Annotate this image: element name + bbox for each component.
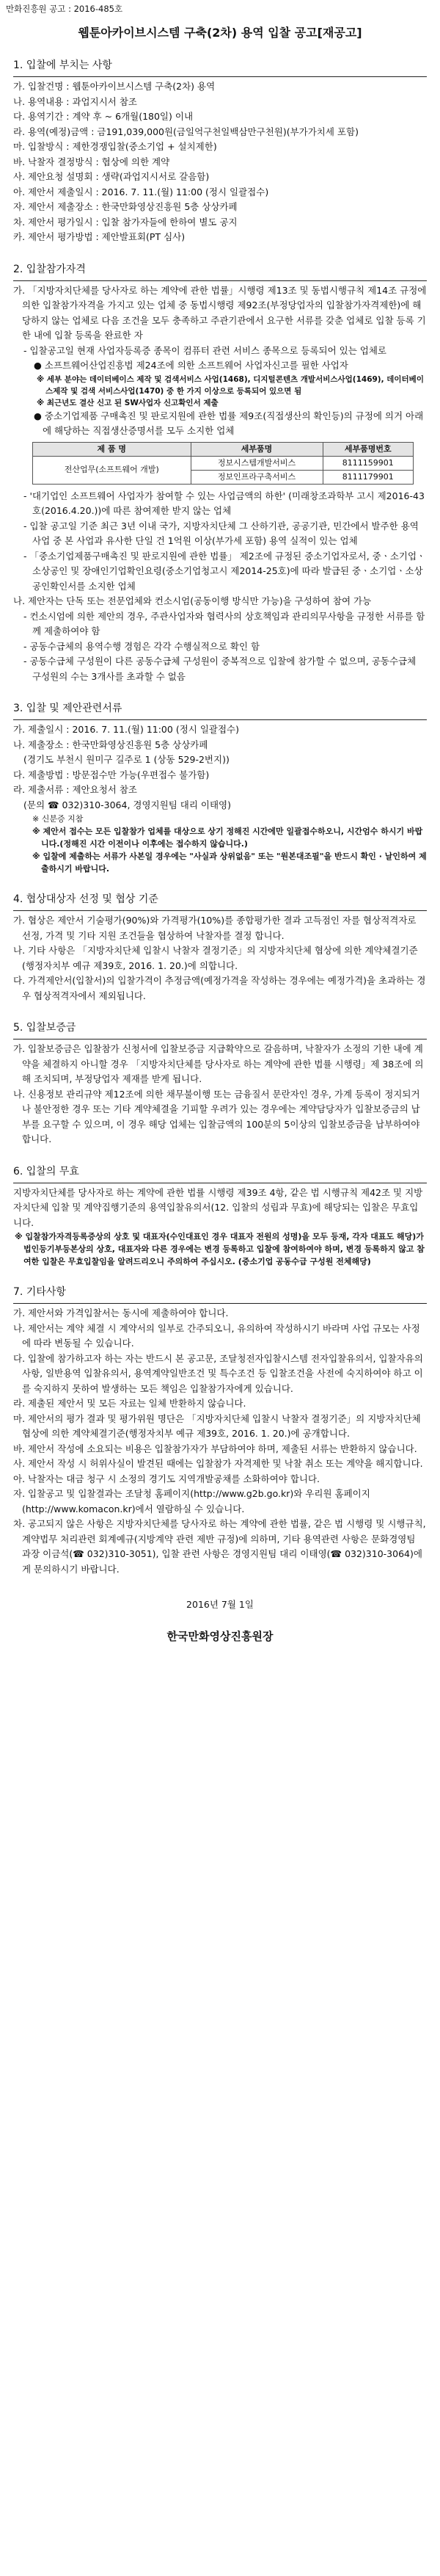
list-item: 나. 용역내용 : 과업지시서 참조 xyxy=(13,95,137,107)
note-text: ※ 신분증 지참 xyxy=(32,814,84,824)
table-header-row xyxy=(33,442,414,456)
list-item: 사. 제안요청 설명회 : 생략(과업지시서로 갈음함) xyxy=(13,171,210,182)
note-text: ※ 입찰에 제출하는 서류가 사본일 경우에는 "사실과 상위없음" 또는 "원본대조필"을 반드시 확인 · 날인하여 제출하시기 바랍니다. xyxy=(32,852,427,874)
table-header: 제 품 명 xyxy=(33,442,191,456)
list-item: 가. 입찰건명 : 웹툰아카이브시스템 구축(2차) 용역 xyxy=(13,81,216,92)
list-item: 가. 협상은 제안서 기술평가(90%)와 가격평가(10%)를 종합평가한 결과 고득점인 자를 협상적격자로 선정, 가격 및 기타 지원 조건들을 협상하여 낙찰자를 결정 합니다. xyxy=(13,915,417,941)
table-cell: 8111159901 xyxy=(323,456,413,470)
list-item: 자. 입찰공고 및 입찰결과는 조달청 홈페이지(http://www.g2b.go.kr)와 우리원 홈페이지(http://www.komacon.kr)에서 열람하실 수 있습니다. xyxy=(13,1488,370,1514)
note-text: ※ 최근년도 결산 신고 된 SW사업자 신고확인서 제출 xyxy=(37,398,219,407)
list-item: 다. 입찰에 참가하고자 하는 자는 반드시 본 공고문, 조달청전자입찰시스템 전자입찰유의서, 입찰자유의사항, 일반용역 입찰유의서, 용역계약일반조건 및 특수조건 등 입찰조건을 사전에 숙지하여야 하고 이를 숙지하지 못하여 발생하는 모든 책임은 입찰참가자에게 있습니다. xyxy=(13,1352,423,1394)
list-item: 차. 공고되지 않은 사항은 지방자치단체를 당사자로 하는 계약에 관한 법률, 같은 법 시행령 및 시행규칙, 계약법무 처리관련 회계예규(지방계약 관련 제반 규정)에 의하며, 기타 용역관련 사항은 문화경영팀 과장 이금석(☎ 032)310-3051), 입찰 관련 사항은 경영지원팀 대리 이태영(☎ 032)310-3064)에게 문의하시기 바랍니다. xyxy=(13,1518,426,1575)
list-item: 가. 입찰보증금은 입찰참가 신청서에 입찰보증금 지급확약으로 갈음하며, 낙찰자가 소정의 기한 내에 계약을 체결하지 아니할 경우 「지방자치단체를 당사자로 하는 계약에 관한 법률 시행령」제 38조에 의해 조치되며, 부정당업자 제재를 받게 됩니다. xyxy=(13,1043,424,1084)
list-item: ● 소프트웨어산업진흥법 제24조에 의한 소프트웨어 사업자신고를 필한 사업자 xyxy=(34,360,348,371)
table-header: 세부품명 xyxy=(191,442,323,456)
list-item: 다. 용역기간 : 계약 후 ~ 6개월(180일) 이내 xyxy=(13,111,194,122)
list-item: 라. 용역(예정)금액 : 금191,039,000원(금일억구천일백삼만구천원)(부가가치세 포함) xyxy=(13,126,359,137)
product-table xyxy=(32,442,414,485)
list-item: - 공동수급체 구성원이 다른 공동수급체 구성원이 중복적으로 입찰에 참가할 수 없으며, 공동수급체 구성원의 수는 3개사를 초과할 수 없음 xyxy=(23,656,417,682)
list-item: 나. 신용정보 관리규약 제12조에 의한 채무불이행 또는 금융질서 문란자인 경우, 가계 등록이 정지되거나 불안정한 경우 또는 기타 계약체결을 기피할 우려가 있는 경우에는 계약담당자가 입찰보증금의 납부를 요구할 수 있으며, 이 경우 해당 업체는 입찰금액의 100분의 5이상의 입찰보증금을 납부하여야 합니다. xyxy=(13,1088,420,1144)
list-item: 가. 「지방자치단체를 당사자로 하는 계약에 관한 법률」시행령 제13조 및 동법시행규칙 제14조 규정에 의한 입찰참가자격을 가지고 있는 업체 중 동법시행령 제92조(부정당업자의 입찰참가자격제한)에 해당하지 않는 업체로 다음 조건을 모두 충족하고 주관기관에서 요구한 서류를 갖춘 업체로 입찰 등록 기한 내에 입찰 등록을 완료한 자 xyxy=(13,284,427,341)
list-item: 나. 제안서는 계약 체결 시 계약서의 일부로 간주되오니, 유의하여 작성하시기 바라며 사업 규모는 사정에 따라 변동될 수 있습니다. xyxy=(13,1322,420,1349)
table-row xyxy=(33,456,414,470)
section-4 xyxy=(13,891,427,1004)
table-header: 세부품명번호 xyxy=(323,442,413,456)
list-item: 가. 제안서와 가격입찰서는 동시에 제출하여야 합니다. xyxy=(13,1307,229,1318)
list-item: 가. 제출일시 : 2016. 7. 11.(월) 11:00 (정시 일괄접수) xyxy=(13,724,239,735)
note-text: ※ 입찰참가자격등록증상의 상호 및 대표자(수인대표인 경우 대표자 전원의 성명)을 모두 등재, 각자 대표도 해당)가 법인등기부등본상의 상호, 대표자와 다른 경우에는 변경 등록하고 입찰에 참여하여야 하며, 변경 등록하지 않고 참여한 입찰은 무효입찰임을 알려드리오니 주의하여 주십시오. (중소기업 공동수급 구성원 전체해당) xyxy=(15,1232,425,1266)
list-item: 사. 제안서 작성 시 허위사실이 발견된 때에는 입찰참가 자격제한 및 낙찰 취소 또는 계약을 해지합니다. xyxy=(13,1458,423,1469)
table-cell: 정보인프라구축서비스 xyxy=(191,470,323,484)
section-heading: 1. 입찰에 부치는 사항 xyxy=(13,59,112,71)
section-heading: 6. 입찰의 무효 xyxy=(13,1165,79,1178)
notice-date: 2016년 7월 1일 xyxy=(186,1599,254,1610)
section-2 xyxy=(13,261,427,685)
table-cell: 전산업무(소프트웨어 개발) xyxy=(33,456,191,484)
list-item: (경기도 부천시 원미구 길주로 1 (상동 529-2번지)) xyxy=(23,754,230,765)
list-item: 차. 제안서 평가일시 : 입찰 참가자들에 한하여 별도 공지 xyxy=(13,216,238,228)
section-heading: 2. 입찰참가자격 xyxy=(13,263,86,275)
section-divider xyxy=(13,280,427,281)
section-divider xyxy=(13,1303,427,1304)
list-item: - 입찰 공고일 기준 최근 3년 이내 국가, 지방자치단체 그 산하기관, 공공기관, 민간에서 발주한 용역사업 중 본 사업과 유사한 단일 건 1억원 이상(부가세 포함) 용역 실적이 있는 업체 xyxy=(23,520,419,546)
list-item: 자. 제안서 제출장소 : 한국만화영상진흥원 5층 상상카페 xyxy=(13,201,238,212)
list-item: 다. 가격제안서(입찰서)의 입찰가격이 추정금액(예정가격을 작성하는 경우에는 예정가격)을 초과하는 경우 협상적격자에서 제외됩니다. xyxy=(13,975,426,1001)
issuer-signature: 한국만화영상진흥원장 xyxy=(166,1629,274,1643)
body-text: 지방자치단체를 당사자로 하는 계약에 관한 법률 시행령 제39조 4항, 같은 법 시행규칙 제42조 및 지방자치단체 입찰 및 계약집행기준의 용역입찰유의서(12. 입찰의 성립과 무효)에 해당되는 입찰은 무효입니다. xyxy=(13,1186,423,1228)
list-item: 아. 제안서 제출일시 : 2016. 7. 11.(월) 11:00 (정시 일괄접수) xyxy=(13,186,269,197)
list-item: 바. 낙찰자 결정방식 : 협상에 의한 계약 xyxy=(13,156,170,167)
list-item: 나. 제출장소 : 한국만화영상진흥원 5층 상상카페 xyxy=(13,739,208,750)
note-text: ※ 제안서 접수는 모든 입찰참가 업체를 대상으로 상기 정해진 시간에만 일괄접수하오니, 시간엄수 하시기 바랍니다.(정해진 시간 이전이나 이후에는 접수하지 않습니다.) xyxy=(32,827,423,849)
list-item: - 「중소기업제품구매촉진 및 판로지원에 관한 법률」 제2조에 규정된 중소기업자로서, 중ㆍ소기업ㆍ소상공인 및 장애인기업확인요령(중소기업청고시 제2014-25호)에 따라 발급된 중ㆍ소기업ㆍ소상공인확인서를 소지한 업체 xyxy=(23,550,426,592)
section-5 xyxy=(13,1020,427,1147)
list-item: 다. 제출방법 : 방문접수만 가능(우편접수 불가함) xyxy=(13,769,210,780)
list-item: ● 중소기업제품 구매촉진 및 판로지원에 관한 법률 제9조(직접생산의 확인등)의 규정에 의거 아래에 해당하는 직접생산증명서를 모두 소지한 업체 xyxy=(34,410,424,436)
notice-number: 만화진흥원 공고 : 2016-485호 xyxy=(6,4,123,14)
table-cell: 8111179901 xyxy=(323,470,413,484)
section-3 xyxy=(13,700,427,875)
list-item: 나. 기타 사항은 「지방자치단체 입찰시 낙찰자 결정기준」의 지방자치단체 협상에 의한 계약체결기준(행정자치부 예규 제39호, 2016. 1. 20.)에 의합니다. xyxy=(13,945,418,971)
section-divider xyxy=(13,910,427,911)
list-item: 마. 입찰방식 : 제한경쟁입찰(중소기업 + 설치제한) xyxy=(13,141,217,152)
page-title: 웹툰아카이브시스템 구축(2차) 용역 입찰 공고[재공고] xyxy=(78,26,362,40)
section-6 xyxy=(13,1164,427,1269)
section-1 xyxy=(13,57,427,245)
note-text: ※ 세부 분야는 데이터베이스 제작 및 검색서비스 사업(1468), 디지털콘텐츠 개발서비스사업(1469), 데이터베이스제작 및 검색 서비스사업(1470) 중 한 가지 이상으로 등록되어 있으면 됨 xyxy=(37,374,424,396)
list-item: 아. 낙찰자는 대금 청구 시 소정의 경기도 지역개발공채를 소화하여야 합니다. xyxy=(13,1473,320,1484)
section-divider xyxy=(13,1039,427,1040)
list-item: (문의 ☎ 032)310-3064, 경영지원팀 대리 이태영) xyxy=(23,799,231,810)
list-item: 바. 제안서 작성에 소요되는 비용은 입찰참가자가 부담하여야 하며, 제출된 서류는 반환하지 않습니다. xyxy=(13,1443,417,1454)
list-item: - '대기업인 소프트웨어 사업자가 참여할 수 있는 사업금액의 하한' (미래창조과학부 고시 제2016-43호(2016.4.20.))에 따른 참여제한 받지 않는 업체 xyxy=(23,490,425,516)
section-divider xyxy=(13,719,427,720)
section-heading: 3. 입찰 및 제안관련서류 xyxy=(13,703,122,714)
list-item: 라. 제출된 제안서 및 모든 자료는 일체 반환하지 않습니다. xyxy=(13,1398,246,1409)
section-heading: 5. 입찰보증금 xyxy=(13,1022,76,1034)
section-heading: 7. 기타사항 xyxy=(13,1286,66,1298)
list-item: - 컨소시엄에 의한 제안의 경우, 주관사업자와 협력사의 상호책임과 관리의무사항을 규정한 서류를 함께 제출하여야 함 xyxy=(23,610,425,636)
table-cell: 정보시스템개발서비스 xyxy=(191,456,323,470)
section-heading: 4. 협상대상자 선정 및 협상 기준 xyxy=(13,893,158,905)
section-7 xyxy=(13,1284,427,1577)
section-divider xyxy=(13,76,427,77)
list-item: 나. 제안자는 단독 또는 전문업체와 컨소시엄(공동이행 방식만 가능)을 구성하여 참여 가능 xyxy=(13,595,372,606)
list-item: - 공동수급체의 용역수행 경험은 각각 수행실적으로 확인 함 xyxy=(23,640,260,652)
list-item: 마. 제안서의 평가 결과 및 평가위원 명단은 「지방자치단체 입찰시 낙찰자 결정기준」의 지방자치단체 협상에 의한 계약체결기준(행정자치부 예규 제39호, 2016. 1. 20.)에 공개합니다. xyxy=(13,1412,421,1439)
list-item: - 입찰공고일 현재 사업자등록증 종목이 컴퓨터 관련 서비스 종목으로 등록되어 있는 업체로 xyxy=(23,344,386,356)
list-item: 라. 제출서류 : 제안요청서 참조 xyxy=(13,784,137,795)
list-item: 카. 제안서 평가방법 : 제안발표회(PT 심사) xyxy=(13,231,186,242)
